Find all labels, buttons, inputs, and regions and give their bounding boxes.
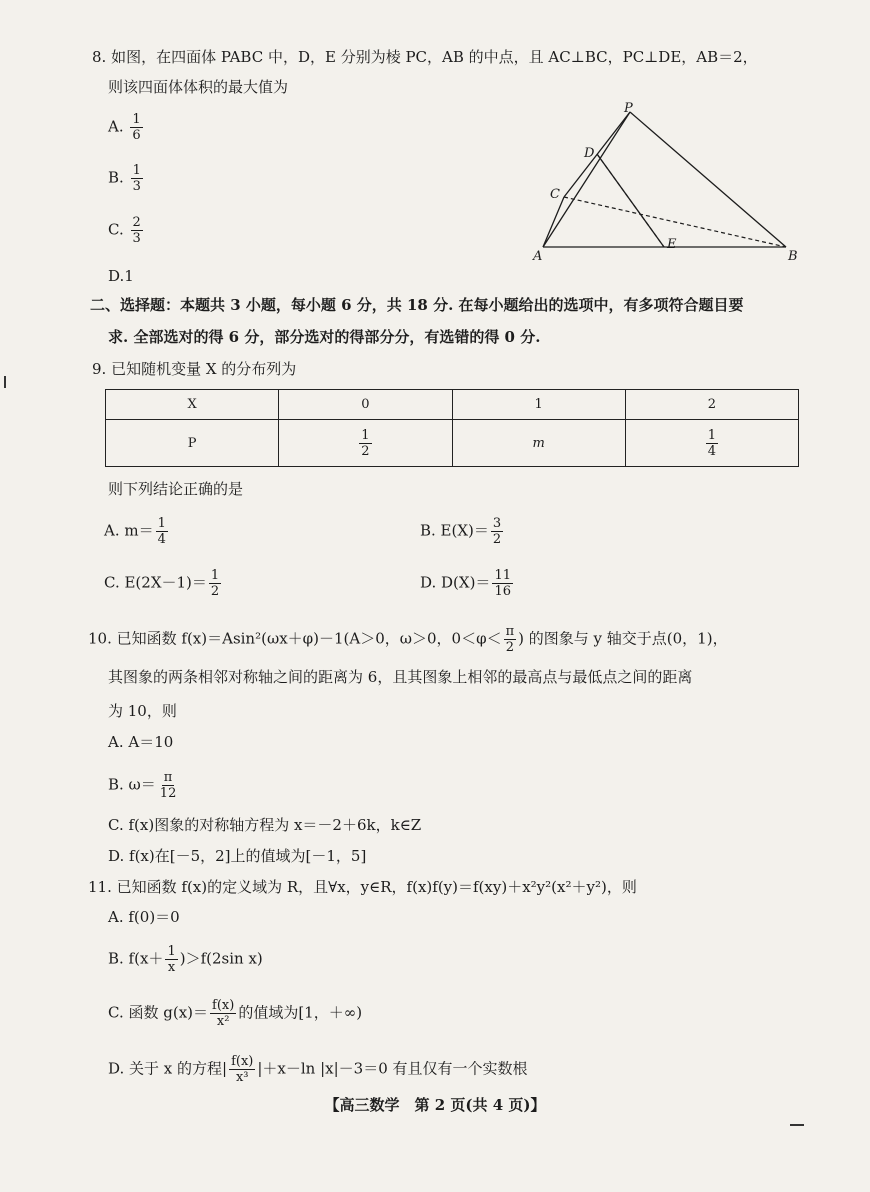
q9-stem: 9. 已知随机变量 X 的分布列为: [92, 360, 297, 378]
margin-dash: [790, 1124, 804, 1126]
q8-option-c: [108, 215, 145, 246]
q9-option-a: A. m＝ $\frac{1}{4}$: [104, 516, 166, 547]
q11-option-b: B. f(x＋ $\frac{1}{x}$ )＞f(2sin x): [108, 944, 263, 975]
fraction: $\frac{f(x)}{\text{x²}}$: [212, 998, 235, 1029]
q11-option-a: A. f(0)＝0: [108, 908, 180, 926]
option-text: 1: [124, 267, 134, 285]
q8-stem-line2: 则该四面体体积的最大值为: [108, 78, 289, 96]
q10-option-c: C. f(x)图象的对称轴方程为 x＝－2＋6k，k∈Z: [108, 816, 422, 834]
fraction: $\frac{1}{3}$: [132, 163, 141, 194]
q8-stem-line1: 8. 如图，在四面体 PABC 中，D，E 分别为棱 PC，AB 的中点，且 AC⊥BC，PC⊥DE，AB＝2，: [92, 48, 758, 66]
table-cell: X: [106, 390, 279, 420]
label-a: A: [533, 249, 543, 264]
label-c: C: [550, 187, 560, 202]
q10-option-d: D. f(x)在[－5，2]上的值域为[－1，5]: [108, 847, 367, 865]
q10-option-b: B. ω＝ $\frac{\pi}{12}$: [108, 770, 177, 801]
table-cell: [625, 420, 798, 467]
q9-option-b: B. E(X)＝ $\frac{3}{2}$: [420, 516, 502, 547]
fraction: $\frac{1}{x}$: [167, 944, 176, 975]
q9-prompt: 则下列结论正确的是: [108, 480, 244, 498]
q8-option-a: [108, 112, 145, 143]
table-cell: m: [452, 420, 625, 467]
fraction: $\frac{f(x)}{\text{x³}}$: [231, 1054, 254, 1085]
table-cell: P: [106, 420, 279, 467]
label-e: E: [667, 237, 677, 252]
q10-stem-line2: 其图象的两条相邻对称轴之间的距离为 6，且其图象上相邻的最高点与最低点之间的距离: [108, 668, 693, 686]
q10-option-a: A. A＝10: [108, 733, 174, 751]
table-cell: 1: [452, 390, 625, 420]
section2-line1: 二、选择题：本题共 3 小题，每小题 6 分，共 18 分. 在每小题给出的选项中，有多项符合题目要: [90, 296, 744, 314]
label-p: P: [624, 102, 633, 116]
q10-stem-line3: 为 10，则: [108, 702, 177, 720]
fraction: $\frac{1}{4}$: [157, 516, 166, 547]
fraction: $\frac{1}{2}$: [210, 568, 220, 599]
table-cell: 2: [625, 390, 798, 420]
fraction: $\frac{\pi}{12}$: [159, 770, 177, 801]
page-footer: 【高三数学 第 2 页(共 4 页)】: [324, 1096, 546, 1114]
table-cell: [279, 420, 452, 467]
edge-pb: [630, 112, 786, 247]
edge-ac: [543, 197, 564, 247]
q8-option-b: [108, 163, 145, 194]
label-d: D: [584, 146, 595, 161]
fraction: $\frac{2}{3}$: [132, 215, 141, 246]
q11-option-c: C. 函数 g(x)＝ $\frac{f(x)}{\text{x²}}$ 的值域为[1，＋∞): [108, 998, 363, 1029]
option-letter: C.: [108, 220, 124, 239]
label-b: B: [788, 249, 798, 264]
table-cell: 0: [279, 390, 452, 420]
q11-stem: 11. 已知函数 f(x)的定义域为 R，且∀x，y∈R，f(x)f(y)＝f(xy)＋x²y²(x²＋y²)，则: [88, 878, 637, 896]
option-letter: D.: [108, 267, 125, 285]
fraction: $\frac{3}{2}$: [492, 516, 502, 547]
distribution-table: [105, 389, 799, 467]
q11-option-d: D. 关于 x 的方程| $\frac{f(x)}{\text{x³}}$ |＋x－ln |x|－3＝0 有且仅有一个实数根: [108, 1054, 528, 1085]
table-row: [106, 420, 799, 467]
fraction: $\frac{1}{4}$: [707, 427, 717, 459]
q10-stem-line1: 10. 已知函数 f(x)＝Asin²(ωx＋φ)－1(A＞0，ω＞0，0＜φ＜ $\frac{\pi}{2}$ ) 的图象与 y 轴交于点(0，1)，: [88, 624, 728, 655]
fraction: $\frac{\pi}{2}$: [505, 624, 515, 655]
table-row: [106, 390, 799, 420]
q8-option-d: [108, 265, 134, 287]
margin-mark: [4, 376, 6, 388]
option-letter: A.: [108, 117, 124, 136]
fraction: $\frac{1}{2}$: [361, 427, 370, 459]
section2-line2: 求. 全部选对的得 6 分，部分选对的得部分分，有选错的得 0 分.: [108, 328, 541, 346]
q9-option-c: C. E(2X－1)＝ $\frac{1}{2}$: [104, 568, 220, 599]
fraction: $\frac{1}{6}$: [132, 112, 141, 143]
q9-option-d: D. D(X)＝ $\frac{11}{16}$: [420, 568, 511, 599]
fraction: $\frac{11}{16}$: [494, 568, 511, 599]
edge-pa: [543, 112, 630, 247]
tetrahedron-figure: [528, 102, 800, 266]
option-letter: B.: [108, 168, 124, 187]
